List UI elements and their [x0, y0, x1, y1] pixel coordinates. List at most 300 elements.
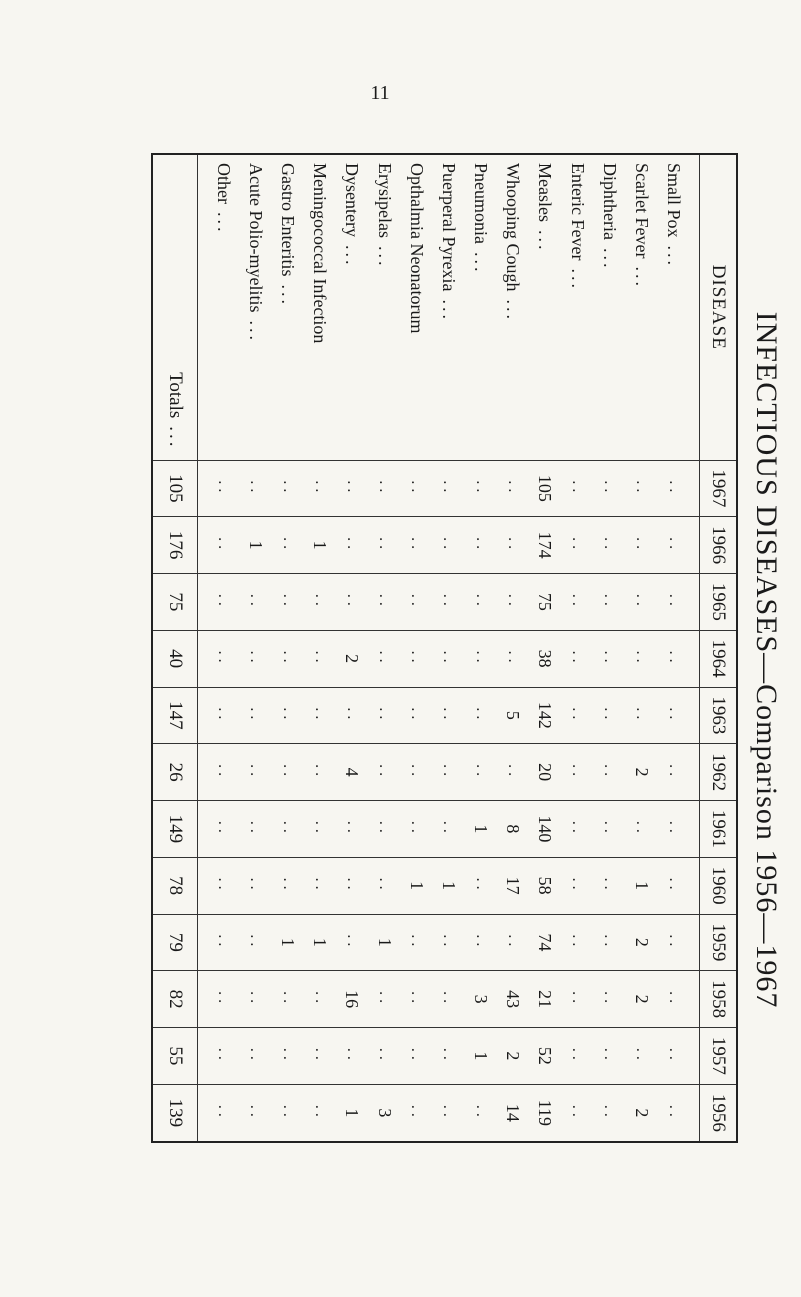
column-header-year: 1965: [700, 574, 737, 631]
page-number: 11: [370, 82, 390, 104]
leader-dots: ...: [567, 268, 588, 291]
year-value-cell: ..: [658, 517, 690, 574]
year-value-cell: 40: [153, 630, 197, 687]
leader-dots: ...: [631, 266, 652, 289]
year-value-cell: ..: [336, 687, 368, 744]
year-value-cell: ..: [432, 574, 464, 631]
year-value-cell: ..: [561, 574, 593, 631]
year-value-cell: 1: [368, 914, 400, 971]
year-value-cell: ..: [207, 630, 239, 687]
year-value-cell: ..: [593, 1028, 625, 1085]
disease-name: Acute Polio-myelitis: [245, 163, 266, 313]
spacer-cell: [197, 687, 207, 744]
year-value-cell: ..: [336, 574, 368, 631]
year-value-cell: ..: [207, 744, 239, 801]
year-value-cell: ..: [561, 971, 593, 1028]
year-value-cell: ..: [658, 744, 690, 801]
year-value-cell: 1: [625, 857, 657, 914]
column-header-year: 1963: [700, 687, 737, 744]
year-value-cell: ..: [593, 687, 625, 744]
year-value-cell: ..: [336, 1028, 368, 1085]
year-value-cell: 2: [625, 1084, 657, 1141]
year-value-cell: ..: [400, 460, 432, 517]
disease-name-cell: [153, 155, 197, 460]
year-value-cell: ..: [658, 914, 690, 971]
year-value-cell: 149: [153, 801, 197, 858]
spacer-cell: [690, 517, 700, 574]
year-value-cell: ..: [207, 857, 239, 914]
spacer-cell: [690, 1084, 700, 1141]
disease-name-cell: [561, 155, 593, 460]
year-value-cell: ..: [561, 1028, 593, 1085]
year-value-cell: ..: [625, 517, 657, 574]
year-value-cell: ..: [465, 687, 497, 744]
year-value-cell: ..: [272, 1084, 304, 1141]
column-header-year: 1961: [700, 801, 737, 858]
spacer-cell: [197, 801, 207, 858]
year-value-cell: ..: [304, 630, 336, 687]
year-value-cell: ..: [304, 574, 336, 631]
year-value-cell: ..: [658, 460, 690, 517]
year-value-cell: ..: [207, 460, 239, 517]
table-row: [207, 155, 239, 1141]
disease-name: Dysentery: [342, 163, 363, 237]
spacer-cell: [690, 630, 700, 687]
year-value-cell: 43: [497, 971, 529, 1028]
year-value-cell: ..: [239, 971, 271, 1028]
year-value-cell: ..: [272, 1028, 304, 1085]
spacer-cell: [197, 574, 207, 631]
disease-name-cell: [529, 155, 561, 460]
table-row: [368, 155, 400, 1141]
year-value-cell: 2: [336, 630, 368, 687]
column-header-year: 1957: [700, 1028, 737, 1085]
disease-name-cell: [625, 155, 657, 460]
year-value-cell: 140: [529, 801, 561, 858]
year-value-cell: ..: [432, 687, 464, 744]
disease-name-cell: [239, 155, 271, 460]
year-value-cell: 58: [529, 857, 561, 914]
year-value-cell: ..: [368, 574, 400, 631]
diseases-table-frame: [151, 153, 738, 1143]
year-value-cell: ..: [561, 460, 593, 517]
spacer-cell: [690, 1028, 700, 1085]
year-value-cell: ..: [336, 517, 368, 574]
year-value-cell: ..: [497, 630, 529, 687]
year-value-cell: 2: [625, 744, 657, 801]
year-value-cell: ..: [625, 801, 657, 858]
year-value-cell: ..: [304, 971, 336, 1028]
year-value-cell: ..: [593, 914, 625, 971]
year-value-cell: ..: [465, 744, 497, 801]
spacer-cell: [197, 1028, 207, 1085]
table-row: [658, 155, 690, 1141]
year-value-cell: ..: [593, 630, 625, 687]
disease-name: Scarlet Fever: [631, 163, 652, 259]
year-value-cell: ..: [368, 1028, 400, 1085]
year-value-cell: 139: [153, 1084, 197, 1141]
year-value-cell: ..: [400, 630, 432, 687]
spacer-cell: [690, 574, 700, 631]
year-value-cell: ..: [304, 1084, 336, 1141]
disease-name: Other: [213, 163, 234, 204]
year-value-cell: ..: [625, 687, 657, 744]
table-row: [529, 155, 561, 1141]
year-value-cell: ..: [625, 460, 657, 517]
table-row: [336, 155, 368, 1141]
year-value-cell: ..: [368, 687, 400, 744]
year-value-cell: ..: [272, 971, 304, 1028]
year-value-cell: 176: [153, 517, 197, 574]
year-value-cell: ..: [207, 574, 239, 631]
spacer-cell: [197, 971, 207, 1028]
table-row: [497, 155, 529, 1141]
year-value-cell: 1: [304, 914, 336, 971]
disease-name: Measles: [535, 163, 556, 222]
year-value-cell: 3: [465, 971, 497, 1028]
year-value-cell: ..: [239, 914, 271, 971]
spacer-row: [197, 155, 207, 1141]
year-value-cell: 1: [400, 857, 432, 914]
year-value-cell: ..: [207, 1084, 239, 1141]
year-value-cell: ..: [593, 744, 625, 801]
table-row: [561, 155, 593, 1141]
spacer-cell: [690, 914, 700, 971]
year-value-cell: ..: [207, 971, 239, 1028]
column-header-year: 1959: [700, 914, 737, 971]
table-body: [153, 155, 700, 1141]
year-value-cell: 105: [529, 460, 561, 517]
disease-name: Small Pox: [664, 163, 685, 238]
year-value-cell: 119: [529, 1084, 561, 1141]
leader-dots: ...: [342, 244, 363, 268]
table-row: [272, 155, 304, 1141]
year-value-cell: ..: [432, 801, 464, 858]
year-value-cell: ..: [497, 574, 529, 631]
year-value-cell: ..: [207, 687, 239, 744]
year-value-cell: ..: [432, 971, 464, 1028]
year-value-cell: ..: [272, 630, 304, 687]
year-value-cell: ..: [658, 1084, 690, 1141]
column-header-year: 1964: [700, 630, 737, 687]
year-value-cell: 16: [336, 971, 368, 1028]
leader-dots: ...: [245, 320, 266, 343]
year-value-cell: ..: [239, 1084, 271, 1141]
spacer-cell: [197, 914, 207, 971]
year-value-cell: ..: [336, 914, 368, 971]
column-header-disease: DISEASE: [700, 155, 737, 460]
year-value-cell: ..: [465, 630, 497, 687]
year-value-cell: 142: [529, 687, 561, 744]
year-value-cell: ..: [239, 1028, 271, 1085]
table-row: [465, 155, 497, 1141]
year-value-cell: ..: [497, 744, 529, 801]
year-value-cell: ..: [497, 517, 529, 574]
year-value-cell: ..: [304, 744, 336, 801]
year-value-cell: ..: [561, 687, 593, 744]
year-value-cell: ..: [561, 801, 593, 858]
year-value-cell: 174: [529, 517, 561, 574]
year-value-cell: 75: [153, 574, 197, 631]
year-value-cell: ..: [336, 857, 368, 914]
year-value-cell: ..: [272, 744, 304, 801]
table-row: [625, 155, 657, 1141]
year-value-cell: 17: [497, 857, 529, 914]
disease-name: Gastro Enteritis: [278, 163, 299, 277]
disease-name-cell: [272, 155, 304, 460]
year-value-cell: ..: [593, 574, 625, 631]
year-value-cell: 52: [529, 1028, 561, 1085]
year-value-cell: ..: [658, 971, 690, 1028]
disease-name-cell: [432, 155, 464, 460]
spacer-cell: [690, 460, 700, 517]
year-value-cell: 5: [497, 687, 529, 744]
year-value-cell: 38: [529, 630, 561, 687]
year-value-cell: 4: [336, 744, 368, 801]
spacer-cell: [690, 801, 700, 858]
year-value-cell: ..: [400, 914, 432, 971]
year-value-cell: ..: [239, 857, 271, 914]
year-value-cell: ..: [432, 460, 464, 517]
year-value-cell: ..: [625, 1028, 657, 1085]
year-value-cell: ..: [336, 460, 368, 517]
page-title: INFECTIOUS DISEASES—Comparison 1956—1967: [750, 311, 783, 1009]
year-value-cell: ..: [658, 687, 690, 744]
disease-name: Diphtheria: [599, 163, 620, 240]
year-value-cell: ..: [658, 1028, 690, 1085]
year-value-cell: ..: [465, 914, 497, 971]
year-value-cell: ..: [272, 857, 304, 914]
disease-name-cell: [497, 155, 529, 460]
year-value-cell: 1: [239, 517, 271, 574]
year-value-cell: ..: [593, 857, 625, 914]
year-value-cell: 14: [497, 1084, 529, 1141]
year-value-cell: 2: [497, 1028, 529, 1085]
year-value-cell: ..: [432, 630, 464, 687]
year-value-cell: ..: [304, 687, 336, 744]
year-value-cell: ..: [400, 1028, 432, 1085]
disease-name: Opthalmia Neonatorum: [406, 163, 427, 334]
year-value-cell: ..: [432, 1028, 464, 1085]
year-value-cell: 55: [153, 1028, 197, 1085]
year-value-cell: 75: [529, 574, 561, 631]
year-value-cell: ..: [593, 971, 625, 1028]
year-value-cell: ..: [304, 460, 336, 517]
year-value-cell: ..: [400, 744, 432, 801]
year-value-cell: ..: [432, 914, 464, 971]
spacer-cell: [197, 517, 207, 574]
totals-row: [153, 155, 197, 1141]
disease-name: Meningococcal Infection: [310, 163, 331, 344]
year-value-cell: ..: [272, 460, 304, 517]
spacer-cell: [197, 630, 207, 687]
disease-name: Erysipelas: [374, 163, 395, 238]
spacer-cell: [690, 155, 700, 460]
year-value-cell: 21: [529, 971, 561, 1028]
disease-name-cell: [368, 155, 400, 460]
year-value-cell: ..: [561, 857, 593, 914]
leader-dots: ...: [471, 252, 492, 275]
table-row: [304, 155, 336, 1141]
year-value-cell: ..: [304, 857, 336, 914]
year-value-cell: ..: [625, 630, 657, 687]
year-value-cell: ..: [368, 744, 400, 801]
year-value-cell: ..: [561, 744, 593, 801]
disease-name-cell: [658, 155, 690, 460]
year-value-cell: ..: [658, 630, 690, 687]
year-value-cell: ..: [497, 460, 529, 517]
year-value-cell: ..: [239, 744, 271, 801]
leader-dots: ...: [374, 245, 395, 269]
year-value-cell: ..: [432, 744, 464, 801]
table-row: [593, 155, 625, 1141]
year-value-cell: ..: [432, 1084, 464, 1141]
year-value-cell: ..: [304, 801, 336, 858]
spacer-row: [690, 155, 700, 1141]
year-value-cell: ..: [239, 460, 271, 517]
year-value-cell: ..: [561, 1084, 593, 1141]
spacer-cell: [197, 744, 207, 801]
disease-name-cell: [400, 155, 432, 460]
year-value-cell: ..: [432, 517, 464, 574]
disease-name: Enteric Fever: [567, 163, 588, 261]
year-value-cell: ..: [207, 1028, 239, 1085]
year-value-cell: ..: [272, 801, 304, 858]
leader-dots: ...: [213, 211, 234, 235]
diseases-comparison-table: [153, 155, 736, 1141]
year-value-cell: 1: [304, 517, 336, 574]
spacer-cell: [690, 687, 700, 744]
year-value-cell: ..: [593, 517, 625, 574]
year-value-cell: ..: [368, 517, 400, 574]
column-header-year: 1958: [700, 971, 737, 1028]
year-value-cell: 1: [336, 1084, 368, 1141]
year-value-cell: 3: [368, 1084, 400, 1141]
year-value-cell: ..: [239, 574, 271, 631]
year-value-cell: ..: [400, 574, 432, 631]
disease-name: Totals: [164, 372, 186, 419]
year-value-cell: 8: [497, 801, 529, 858]
year-value-cell: ..: [368, 971, 400, 1028]
spacer-cell: [197, 1084, 207, 1141]
spacer-cell: [690, 971, 700, 1028]
disease-name: Puerperal Pyrexia: [438, 163, 459, 292]
year-value-cell: ..: [400, 687, 432, 744]
spacer-cell: [197, 857, 207, 914]
year-value-cell: ..: [239, 801, 271, 858]
year-value-cell: ..: [400, 971, 432, 1028]
year-value-cell: ..: [465, 857, 497, 914]
year-value-cell: ..: [368, 801, 400, 858]
column-header-year: 1956: [700, 1084, 737, 1141]
year-value-cell: ..: [658, 574, 690, 631]
year-value-cell: ..: [465, 517, 497, 574]
year-value-cell: ..: [400, 1084, 432, 1141]
year-value-cell: 74: [529, 914, 561, 971]
table-row: [432, 155, 464, 1141]
spacer-cell: [197, 155, 207, 460]
year-value-cell: ..: [272, 687, 304, 744]
year-value-cell: ..: [272, 574, 304, 631]
disease-name: Pneumonia: [471, 163, 492, 244]
year-value-cell: ..: [207, 801, 239, 858]
year-value-cell: 1: [432, 857, 464, 914]
year-value-cell: 147: [153, 687, 197, 744]
year-value-cell: 1: [465, 801, 497, 858]
leader-dots: ...: [438, 299, 459, 322]
year-value-cell: ..: [304, 1028, 336, 1085]
disease-name-cell: [336, 155, 368, 460]
year-value-cell: ..: [336, 801, 368, 858]
column-header-year: 1967: [700, 460, 737, 517]
disease-name-cell: [465, 155, 497, 460]
disease-name-cell: [207, 155, 239, 460]
column-header-year: 1962: [700, 744, 737, 801]
year-value-cell: ..: [625, 574, 657, 631]
year-value-cell: ..: [207, 517, 239, 574]
spacer-cell: [690, 744, 700, 801]
table-row: [400, 155, 432, 1141]
leader-dots: ...: [503, 299, 524, 322]
year-value-cell: ..: [658, 857, 690, 914]
year-value-cell: ..: [593, 801, 625, 858]
disease-name-cell: [304, 155, 336, 460]
year-value-cell: 78: [153, 857, 197, 914]
year-value-cell: ..: [497, 914, 529, 971]
leader-dots: ...: [599, 247, 620, 271]
year-value-cell: 20: [529, 744, 561, 801]
year-value-cell: ..: [593, 1084, 625, 1141]
year-value-cell: 105: [153, 460, 197, 517]
year-value-cell: ..: [465, 460, 497, 517]
leader-dots: ...: [278, 284, 299, 307]
year-value-cell: ..: [561, 630, 593, 687]
year-value-cell: 1: [272, 914, 304, 971]
year-value-cell: 79: [153, 914, 197, 971]
year-value-cell: ..: [465, 574, 497, 631]
year-value-cell: ..: [561, 517, 593, 574]
table-header-row: [700, 155, 737, 1141]
year-value-cell: ..: [593, 460, 625, 517]
year-value-cell: ..: [368, 460, 400, 517]
year-value-cell: 2: [625, 914, 657, 971]
year-value-cell: ..: [561, 914, 593, 971]
leader-dots: ...: [535, 229, 556, 253]
year-value-cell: ..: [368, 857, 400, 914]
spacer-cell: [690, 857, 700, 914]
year-value-cell: 1: [465, 1028, 497, 1085]
disease-name: Whooping Cough: [503, 163, 524, 292]
year-value-cell: ..: [368, 630, 400, 687]
year-value-cell: ..: [400, 517, 432, 574]
year-value-cell: ..: [239, 630, 271, 687]
year-value-cell: ..: [272, 517, 304, 574]
year-value-cell: ..: [658, 801, 690, 858]
year-value-cell: ..: [239, 687, 271, 744]
year-value-cell: 26: [153, 744, 197, 801]
spacer-cell: [197, 460, 207, 517]
leader-dots: ...: [164, 426, 186, 450]
year-value-cell: ..: [400, 801, 432, 858]
leader-dots: ...: [664, 245, 685, 269]
year-value-cell: 82: [153, 971, 197, 1028]
year-value-cell: ..: [207, 914, 239, 971]
table-row: [239, 155, 271, 1141]
column-header-year: 1966: [700, 517, 737, 574]
year-value-cell: ..: [465, 1084, 497, 1141]
column-header-year: 1960: [700, 857, 737, 914]
year-value-cell: 2: [625, 971, 657, 1028]
